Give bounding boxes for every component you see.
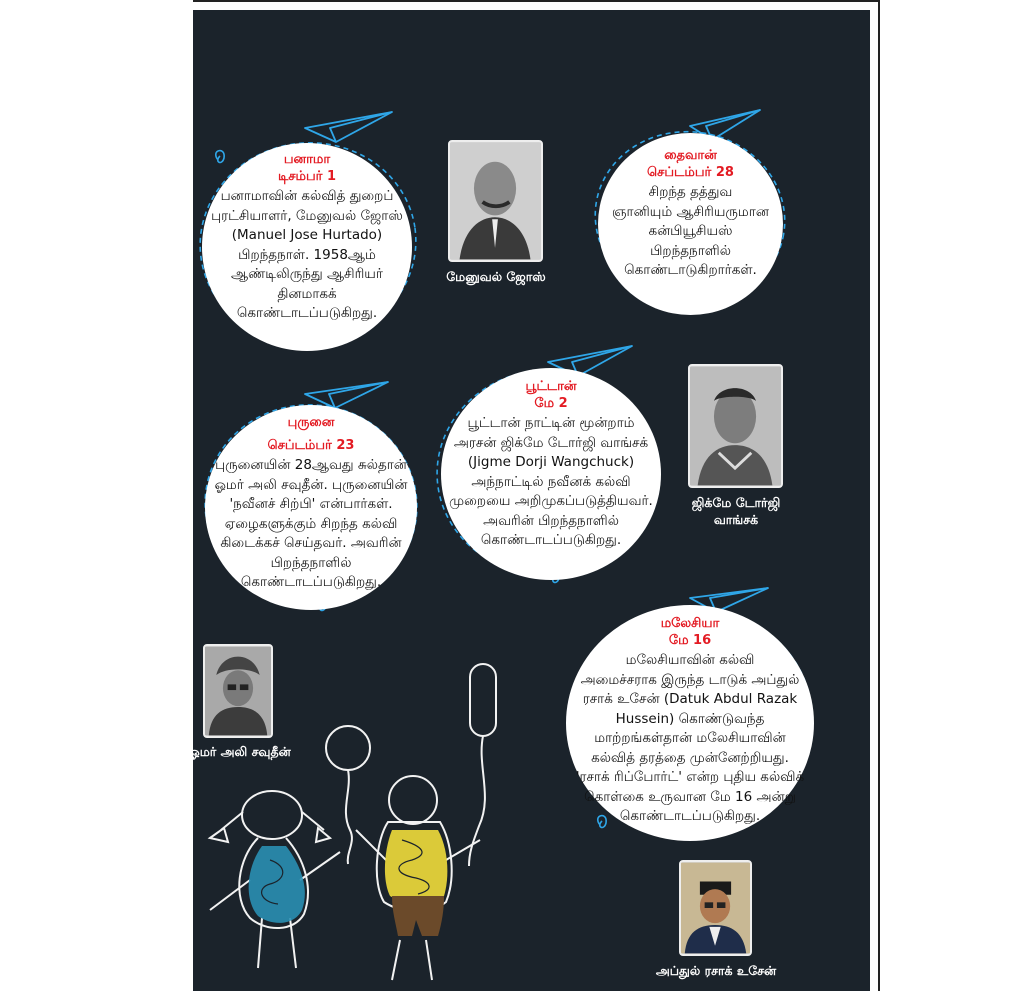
malaysia-date: மே 16	[668, 633, 712, 648]
jigme-dorji-photo	[688, 364, 783, 488]
bhutan-country: பூட்டான்	[525, 379, 577, 394]
panama-text: பனாமாவின் கல்வித் துறைப் புரட்சியாளர், மேனுவல் ஜோஸ் (Manuel Jose Hurtado) பிறந்தநாள். 1958ஆம் ஆண்டிலிருந்து ஆசிரியர் தினமாகக் கொண்டாடப்படுகிறது.	[211, 188, 403, 321]
taiwan-circle	[598, 133, 783, 315]
malaysia-country: மலேசியா	[660, 616, 720, 631]
razak-caption: அப்துல் ரசாக் உசேன்	[655, 963, 777, 978]
abdul-razak-photo	[679, 860, 752, 956]
brunei-circle	[205, 405, 417, 610]
panama-country: பனாமா	[283, 152, 331, 167]
top-border	[193, 0, 878, 2]
panama-date: டிசம்பர் 1	[277, 169, 337, 184]
omar-caption: ஓமர் அலி சவுதீன்	[189, 744, 291, 759]
jigme-caption: ஜிக்மே டோர்ஜி வாங்சக்	[691, 495, 781, 527]
omar-ali-photo	[203, 644, 273, 738]
brunei-date: செப்டம்பர் 23	[267, 438, 355, 453]
malaysia-circle	[566, 605, 814, 841]
manuel-jose-photo	[448, 140, 543, 262]
taiwan-date: செப்டம்பர் 28	[647, 165, 734, 180]
portrait-icon	[450, 142, 541, 260]
portrait-icon	[205, 646, 271, 736]
brunei-country: புருனை	[287, 415, 335, 430]
malaysia-text: மலேசியாவின் கல்வி அமைச்சராக இருந்த டாடுக் அப்துல் ரசாக் உசேன் (Datuk Abdul Razak Hussein) கொண்டுவந்த மாற்றங்கள்தான் மலேசியாவின் கல்வித் தரத்தை முன்னேற்றியது. 'ரசாக் ரிப்போர்ட்' என்ற புதிய கல்விக் கொள்கை உருவான மே 16 அன்று கொண்டாடப்படுகிறது.	[575, 652, 805, 824]
taiwan-text: சிறந்த தத்துவ ஞானியும் ஆசிரியருமான கன்பியூசியஸ் பிறந்தநாளில் கொண்டாடுகிறார்கள்.	[612, 184, 769, 278]
brunei-text: புருனையின் 28ஆவது சுல்தான் ஓமர் அலி சவுதீன். புருனையின் 'நவீனச் சிற்பி' என்பார்கள். ஏழைகளுக்கும் சிறந்த கல்வி கிடைக்கச் செய்தவர். அவரின் பிறந்தநாளில் கொண்டாடப்படுகிறது.	[214, 457, 408, 590]
taiwan-country: தைவான்	[664, 148, 717, 163]
portrait-icon	[690, 366, 781, 486]
bhutan-circle	[441, 368, 661, 580]
panama-circle	[202, 143, 412, 351]
right-border	[878, 0, 880, 991]
bhutan-date: மே 2	[534, 396, 568, 411]
manuel-caption: மேனுவல் ஜோஸ்	[446, 269, 546, 284]
bhutan-text: பூட்டான் நாட்டின் மூன்றாம் அரசன் ஜிக்மே டோர்ஜி வாங்சக் (Jigme Dorji Wangchuck) அந்நாட்டில் நவீனக் கல்வி முறையை அறிமுகப்படுத்தியவர். அவரின் பிறந்தநாளில் கொண்டாடப்படுகிறது.	[449, 415, 653, 548]
portrait-icon	[681, 862, 750, 954]
